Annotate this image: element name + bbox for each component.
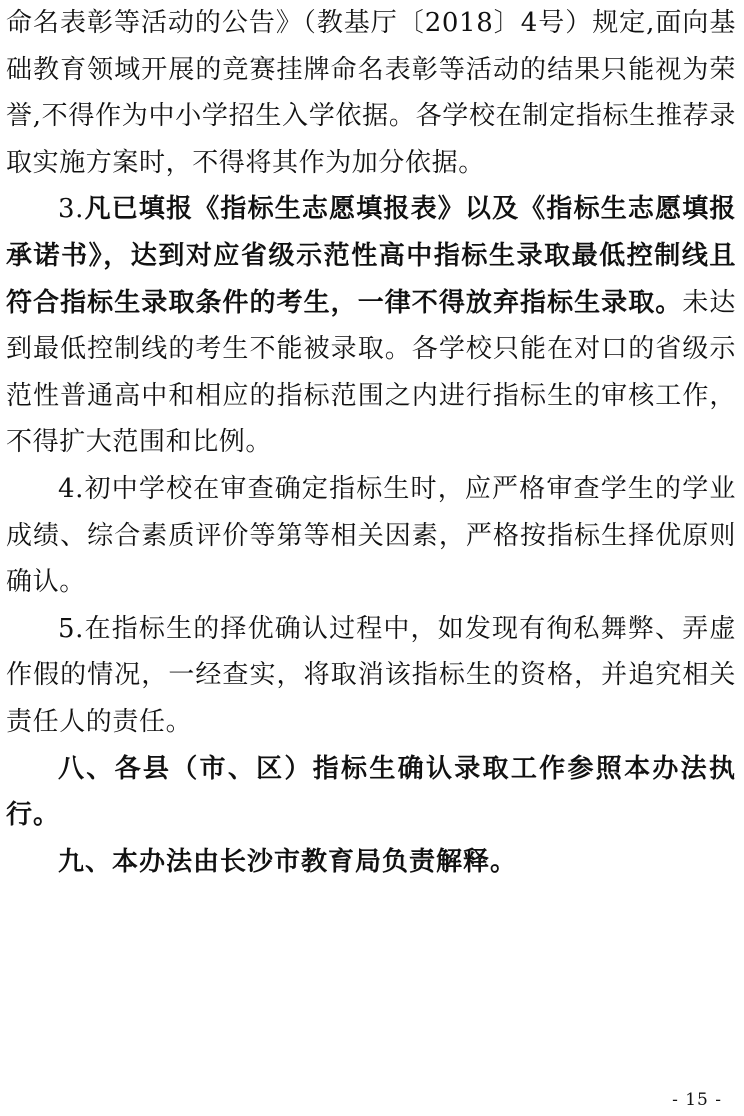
paragraph-text: 4.初中学校在审查确定指标生时，应严格审查学生的学业成绩、综合素质评价等第等相关因素，严格按指标生择优原则确认。 bbox=[6, 473, 736, 598]
bold-emphasis-text: 凡已填报《指标生志愿填报表》以及《指标生志愿填报承诺书》，达到对应省级示范性高中指标生录取最低控制线且符合指标生录取条件的考生，一律不得放弃指标生录取。 bbox=[6, 194, 736, 318]
heading-text: 九、本办法由长沙市教育局负责解释。 bbox=[58, 846, 518, 877]
paragraph-text: 5.在指标生的择优确认过程中，如发现有徇私舞弊、弄虚作假的情况，一经查实，将取消该指标生的资格，并追究相关责任人的责任。 bbox=[6, 613, 736, 737]
paragraph-text: 未达到最低控制线的考生不能被录取。各学校只能在对口的省级示范性普通高中和相应的指标范围之内进行指标生的审核工作，不得扩大范围和比例。 bbox=[6, 287, 736, 458]
document-body bbox=[6, 0, 736, 885]
heading-text: 八、各县（市、区）指标生确认录取工作参照本办法执行。 bbox=[6, 753, 736, 831]
page-number: - 15 - bbox=[672, 1090, 722, 1110]
paragraph-item-4 bbox=[6, 466, 736, 606]
paragraph-item-3 bbox=[6, 186, 736, 466]
section-heading-8 bbox=[6, 746, 736, 839]
section-heading-9 bbox=[6, 839, 736, 886]
paragraph-item-5 bbox=[6, 606, 736, 746]
paragraph-text: 命名表彰等活动的公告》（教基厅〔2018〕4号）规定,面向基础教育领域开展的竞赛挂牌命名表彰等活动的结果只能视为荣誉,不得作为中小学招生入学依据。各学校在制定指标生推荐录取实施方案时，不得将其作为加分依据。 bbox=[6, 8, 736, 178]
item-number: 3. bbox=[58, 194, 85, 225]
paragraph-continuation bbox=[6, 0, 736, 186]
